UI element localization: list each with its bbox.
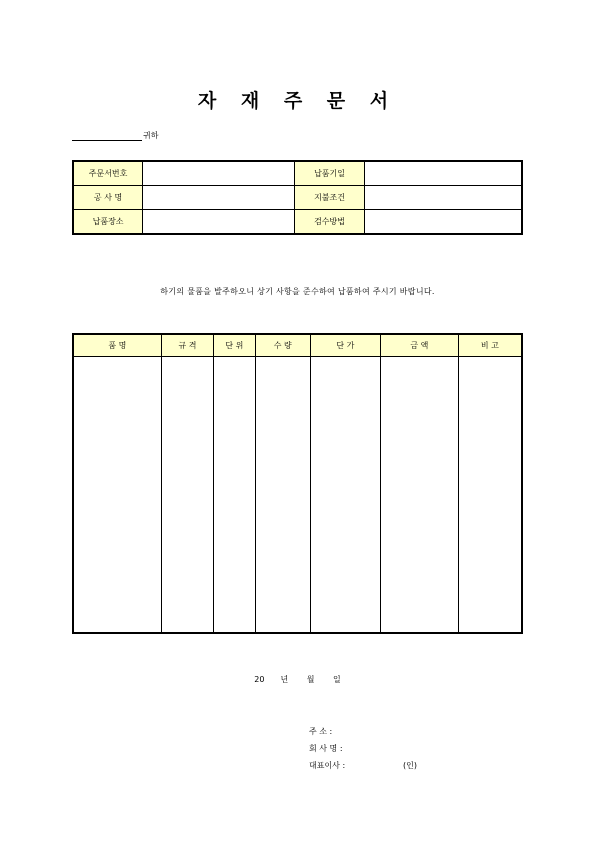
- delivery-place-field[interactable]: [143, 210, 295, 235]
- col-remarks: 비 고: [458, 334, 522, 357]
- inspection-method-field[interactable]: [364, 210, 522, 235]
- order-number-label: 주문서번호: [73, 161, 143, 186]
- spec-cell[interactable]: [161, 357, 213, 634]
- project-name-field[interactable]: [143, 186, 295, 210]
- payment-terms-field[interactable]: [364, 186, 522, 210]
- date-year-unit: 년: [280, 675, 289, 684]
- info-row: [73, 186, 522, 210]
- items-table: [72, 333, 523, 634]
- col-item-name: 품 명: [73, 334, 161, 357]
- col-amount: 금 액: [380, 334, 458, 357]
- delivery-place-label: 납품장소: [73, 210, 143, 235]
- col-unit: 단 위: [214, 334, 255, 357]
- delivery-date-label: 납품기일: [295, 161, 364, 186]
- delivery-date-field[interactable]: [364, 161, 522, 186]
- inspection-method-label: 검수방법: [295, 210, 364, 235]
- amount-cell[interactable]: [380, 357, 458, 634]
- recipient-blank[interactable]: [72, 131, 142, 141]
- order-notice: 하기의 물품을 발주하오니 상기 사항을 준수하여 납품하여 주시기 바랍니다.: [160, 287, 435, 296]
- order-info-table: [72, 160, 523, 235]
- items-header-row: [73, 334, 522, 357]
- order-number-field[interactable]: [143, 161, 295, 186]
- company-line: [309, 743, 357, 754]
- unit-price-cell[interactable]: [310, 357, 380, 634]
- remarks-cell[interactable]: [458, 357, 522, 634]
- unit-cell[interactable]: [214, 357, 255, 634]
- date-year: 20: [254, 675, 265, 684]
- address-label: 주 소 :: [309, 727, 333, 736]
- ceo-line: [309, 760, 417, 771]
- address-line: [309, 726, 357, 737]
- ceo-label: 대표이사 :: [309, 761, 346, 770]
- recipient-line: [72, 130, 158, 141]
- info-row: [73, 210, 522, 235]
- items-body-row: [73, 357, 522, 634]
- quantity-cell[interactable]: [255, 357, 310, 634]
- recipient-suffix: 귀하: [143, 131, 159, 140]
- col-spec: 규 격: [161, 334, 213, 357]
- date-day-unit: 일: [333, 675, 341, 684]
- document-date: [0, 674, 595, 685]
- info-row: [73, 161, 522, 186]
- date-month-unit: 월: [306, 675, 315, 684]
- col-quantity: 수 량: [255, 334, 310, 357]
- seal-mark: (인): [403, 761, 417, 770]
- payment-terms-label: 지불조건: [295, 186, 364, 210]
- col-unit-price: 단 가: [310, 334, 380, 357]
- item-name-cell[interactable]: [73, 357, 161, 634]
- document-title: 자 재 주 문 서: [197, 90, 398, 112]
- project-name-label: 공 사 명: [73, 186, 143, 210]
- company-label: 회 사 명 :: [309, 744, 343, 753]
